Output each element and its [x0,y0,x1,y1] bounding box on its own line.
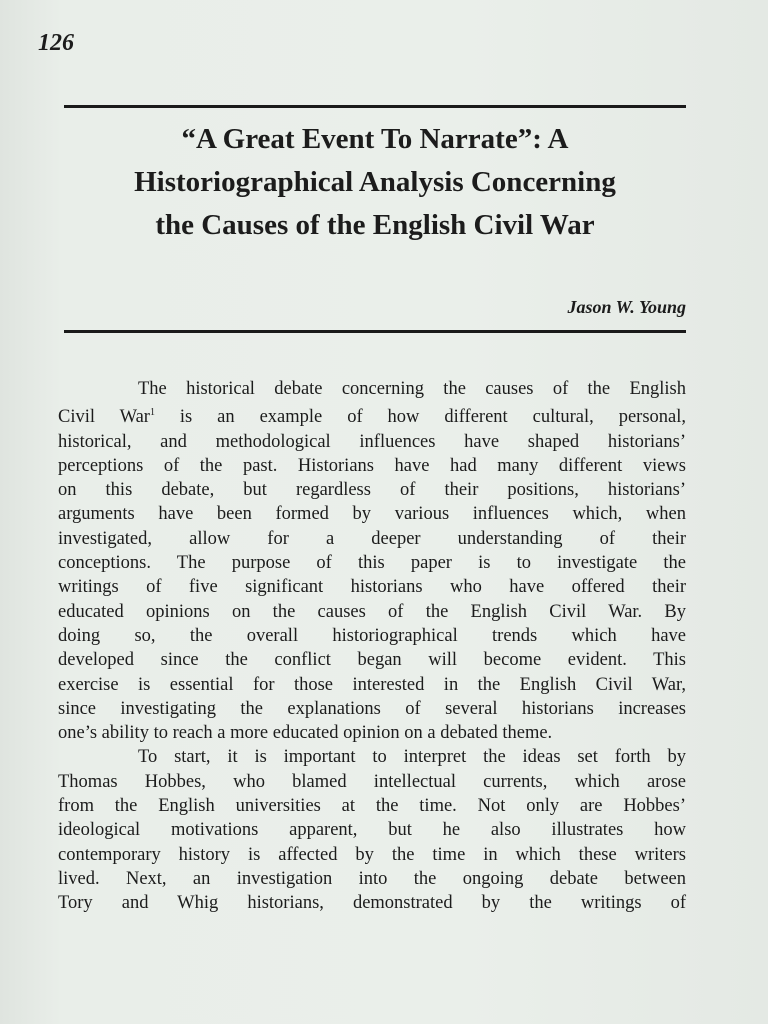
article-title [64,118,686,247]
body-line: To start, it is important to interpret the ideas set forth by [138,747,686,768]
body-line-text: Civil War [58,407,150,428]
body-line: on this debate, but regardless of their positions, historians’ [58,480,686,501]
title-rule-bottom [64,330,686,333]
body-line: conceptions. The purpose of this paper is to investigate the [58,553,686,574]
article-body [58,377,686,916]
title-line: Historiographical Analysis Concerning [134,166,616,198]
body-line: investigated, allow for a deeper understanding of their [58,528,686,549]
body-line: educated opinions on the causes of the English Civil War. By [58,601,686,622]
body-line: doing so, the overall historiographical trends which have [58,625,686,646]
body-line: historical, and methodological influences have shaped historians’ [58,431,686,452]
title-rule-top [64,105,686,108]
author-name: Jason W. Young [567,297,686,317]
body-line: Tory and Whig historians, demonstrated by the writings of [58,893,686,914]
body-line: perceptions of the past. Historians have had many different views [58,455,686,476]
body-line: developed since the conflict began will become evident. This [58,650,686,671]
title-line: the Causes of the English Civil War [155,209,595,241]
body-line: The historical debate concerning the causes of the English [138,379,686,399]
body-line: since investigating the explanations of several historians increases [58,698,686,719]
body-line: Thomas Hobbes, who blamed intellectual currents, which arose [58,771,686,792]
body-line [58,401,686,429]
body-line: writings of five significant historians who have offered their [58,577,686,598]
body-line: one’s ability to reach a more educated opinion on a debated theme. [58,723,553,744]
body-line: lived. Next, an investigation into the ongoing debate between [58,868,686,889]
body-line: arguments have been formed by various influences which, when [58,504,686,525]
body-line: exercise is essential for those interested in the English Civil War, [58,674,686,695]
body-line: contemporary history is affected by the time in which these writers [58,844,686,865]
body-line: ideological motivations apparent, but he also illustrates how [58,820,686,841]
body-line-text: is an example of how different cultural, personal, [154,407,686,428]
body-line: from the English universities at the time. Not only are Hobbes’ [58,796,686,817]
page-number: 126 [38,30,74,56]
footnote-reference: 1 [149,407,155,419]
title-line: “A Great Event To Narrate”: A [181,123,569,155]
